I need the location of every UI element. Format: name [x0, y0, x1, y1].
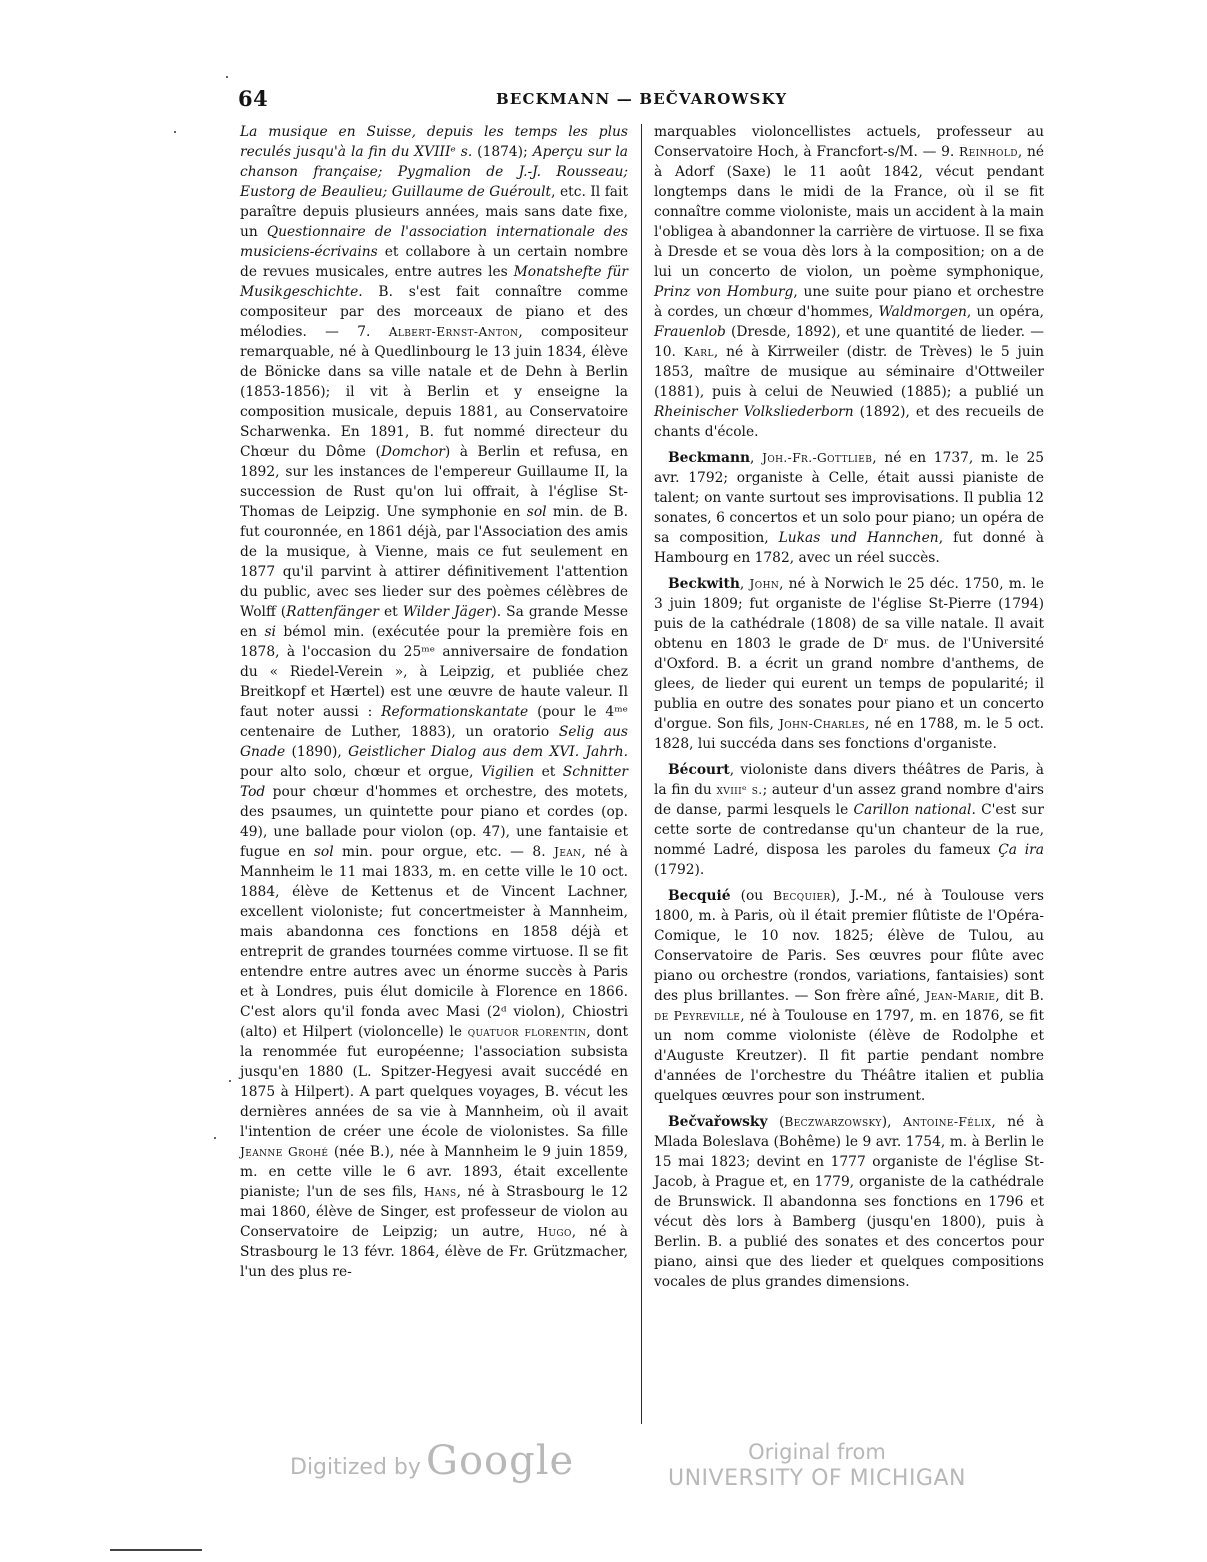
- text: et collabore à un certain nombre de revues musicales, entre autres les: [240, 244, 628, 280]
- original-from-label: Original from: [748, 1440, 886, 1464]
- title-italic: Domchor: [380, 444, 445, 460]
- ensemble-name: quatuor florentin: [467, 1025, 587, 1039]
- text: , dont la renommée fut européenne; l'association subsista jusqu'en 1880 (L. Spitzer-Hegyesi avait succédé en 1875 à Hilpert). A part quelques voyages, B. vécut les dernières années de sa vie à Mannheim, où il avait l'intention de créer une école de violonistes. Sa fille: [240, 1024, 629, 1140]
- text: ,: [739, 576, 750, 592]
- title-italic: Monatshefte für Musikgeschichte: [240, 264, 629, 300]
- text: , né à Strasbourg le 13 févr. 1864, élève de Fr. Grützmacher, l'un des plus re-: [240, 1224, 628, 1280]
- page-number: 64: [238, 86, 269, 111]
- key-italic: sol: [526, 504, 547, 520]
- text: (1792).: [654, 862, 705, 878]
- person-name: de Peyreville: [654, 1009, 741, 1023]
- title-italic: Carillon national: [853, 802, 972, 818]
- person-name: Jean-Marie: [925, 989, 996, 1003]
- title-italic: Rattenfänger: [286, 604, 380, 620]
- entry-headword: Bečvařowsky: [668, 1114, 768, 1130]
- key-italic: si: [264, 624, 276, 640]
- person-name: Reinhold: [959, 145, 1018, 159]
- title-italic: Aperçu sur la chanson française; Pygmalion de J.-J. Rousseau; Eustorg de Beaulieu; Guillaume de Guéroult: [240, 144, 628, 200]
- person-name: Joh.-Fr.-Gottlieb: [762, 451, 873, 465]
- text: (1890),: [285, 744, 349, 760]
- text: et: [534, 764, 563, 780]
- person-name: Jeanne Grohé: [240, 1145, 329, 1159]
- entry-headword: Beckmann: [668, 450, 750, 466]
- text: , né en 1788, m. le 5 oct. 1828, lui succéda dans ses fonctions d'organiste.: [654, 716, 1044, 752]
- entry-beckmann: [654, 448, 1044, 568]
- text: , né à Strasbourg le 12 mai 1860, élève de Singer, est professeur de violon au Conservatoire de Leipzig; un autre,: [240, 1184, 628, 1240]
- title-italic: Waldmorgen: [878, 304, 967, 320]
- person-name: Albert-Ernst-Anton: [388, 325, 519, 339]
- text: (née B.), née à Mannheim le 9 juin 1859, m. en cette ville le 6 avr. 1893, était excellente pianiste; l'un de ses fils,: [240, 1144, 628, 1200]
- title-italic: Reformationskantate: [381, 704, 529, 720]
- university-label: UNIVERSITY OF MICHIGAN: [668, 1466, 966, 1491]
- text: pour chœur d'hommes et orchestre, des motets, des psaumes, un quintette pour piano et cordes (op. 49), une ballade pour violon (op. 47), une fantaisie et fugue en: [240, 784, 628, 860]
- text: (1874);: [472, 144, 533, 160]
- person-name: Beczwarzowsky: [784, 1115, 882, 1129]
- text: , né à Toulouse en 1797, m. en 1876, se fit un nom comme violoniste (élève de Rodolphe et d'Auguste Kreutzer). Il fit partie pendant nombre d'années de l'orchestre du Théâtre italien et publia quelques œuvres pour son instrument.: [654, 1008, 1044, 1104]
- person-name: John-Charles: [779, 717, 866, 731]
- text: , etc. Il fait paraître depuis plusieurs années, mais sans date fixe, un: [240, 184, 628, 240]
- text: , compositeur remarquable, né à Quedlinbourg le 13 juin 1834, élève de Bönicke dans sa ville natale et de Dehn à Berlin (1853-1856); il vit à Berlin et y enseigne la composition musicale, depuis 1881, au Conservatoire Scharwenka. En 1891, B. fut nommé directeur du Chœur du Dôme (: [240, 324, 628, 460]
- digitized-by-google-watermark: [290, 1438, 574, 1484]
- entry-continuation: [240, 122, 628, 1282]
- text: . B. s'est fait connaître comme compositeur par des morceaux de piano et des mélodies. — 7.: [240, 284, 628, 340]
- text: (pour le 4ᵐᵉ centenaire de Luther, 1883), un oratorio: [240, 704, 628, 740]
- text: (ou: [730, 888, 774, 904]
- title-italic: Schnitter Tod: [240, 764, 628, 800]
- title-italic: La musique en Suisse, depuis les temps les plus reculés jusqu'à la fin du XVIIIᵉ s.: [240, 124, 628, 160]
- entry-becourt: [654, 760, 1044, 880]
- person-name: Becquier: [773, 889, 831, 903]
- entry-beckwith: [654, 574, 1044, 754]
- title-italic: Frauenlob: [654, 324, 726, 340]
- text: (1892), et des recueils de chants d'école.: [654, 404, 1044, 440]
- right-column: [654, 122, 1044, 1298]
- person-name: Karl: [683, 345, 714, 359]
- text: marquables violoncellistes actuels, professeur au Conservatoire Hoch, à Francfort-s/M. — 9.: [654, 124, 1044, 160]
- text: , né à Mlada Boleslava (Bohême) le 9 avr. 1754, m. à Berlin le 15 mai 1823; devint en 1777 organiste de l'église St-Jacob, à Prague et, en 1779, organiste de la cathédrale de Brunswick. Il abandonna ses fonctions en 1796 et vécut dès lors à Bamberg (jusqu'en 1800), puis à Berlin. B. a publié des sonates et des concertos pour piano, ainsi que des lieder et quelques compositions vocales de plus grandes dimensions.: [654, 1114, 1044, 1290]
- entry-continuation: [654, 122, 1044, 442]
- scan-speck: [214, 1137, 216, 1139]
- entry-becquie: [654, 886, 1044, 1106]
- scan-edge-line: [110, 1549, 202, 1551]
- key-italic: sol: [313, 844, 334, 860]
- text: bémol min. (exécutée pour la première fois en 1878, à l'occasion du 25ᵐᵉ anniversaire de fondation du « Riedel-Verein », à Leipzig, et publiée chez Breitkopf et Hærtel) est une œuvre de haute valeur. Il faut noter aussi :: [240, 624, 629, 720]
- scan-speck: [174, 131, 176, 133]
- title-italic: Vigilien: [480, 764, 535, 780]
- text: . C'est sur cette sorte de contredanse qu'un chanteur de la rue, nommé Ladré, disposa les paroles du fameux: [654, 802, 1045, 858]
- text: , né à Adorf (Saxe) le 11 août 1842, vécut pendant longtemps dans le midi de la France, où il se fit connaître comme violoniste, mais un accident à la main l'obligea à abandonner la carrière de virtuose. Il se fixa à Dresde et se voua dès lors à la composition; on a de lui un concerto de violon, un poème symphonique,: [654, 144, 1044, 280]
- person-name: Hugo: [537, 1225, 572, 1239]
- google-logo-text: Google: [426, 1438, 575, 1484]
- entry-becvarowsky: [654, 1112, 1044, 1292]
- original-from-watermark: [668, 1440, 966, 1491]
- text: pour alto solo, chœur et orgue,: [240, 764, 481, 780]
- digitized-label: Digitized by: [290, 1455, 421, 1480]
- person-name: John: [749, 577, 780, 591]
- person-name: Jean: [554, 845, 582, 859]
- text: ) à Berlin et refusa, en 1892, sur les instances de l'empereur Guillaume II, la succession de Rust qu'on lui offrait, à l'église St-Thomas de Leipzig. Une symphonie en: [240, 444, 628, 520]
- title-italic: Rheinischer Volksliederborn: [654, 404, 854, 420]
- entry-headword: Beckwith: [668, 576, 740, 592]
- running-head: BECKMANN — BEČVAROWSKY: [496, 90, 788, 108]
- entry-headword: Bécourt: [668, 762, 730, 778]
- text: , fut donné à Hambourg en 1782, avec un réel succès.: [654, 530, 1044, 566]
- text: , un opéra,: [966, 304, 1044, 320]
- text: , dit B.: [995, 988, 1044, 1004]
- left-column: [240, 122, 628, 1288]
- text: ), J.-M., né à Toulouse vers 1800, m. à Paris, où il était premier flûtiste de l'Opéra-Comique, le 10 nov. 1825; élève de Tulou, au Conservatoire de Paris. Ses œuvres pour flûte avec piano ou orchestre (rondos, variations, fantaisies) sont des plus brillantes. — Son frère aîné,: [654, 888, 1045, 1004]
- entry-headword: Becquié: [668, 888, 731, 904]
- person-name: Hans: [423, 1185, 457, 1199]
- title-italic: Questionnaire de l'association internationale des musiciens-écrivains: [240, 224, 628, 260]
- scan-speck: [229, 1080, 231, 1082]
- title-italic: Lukas und Hannchen: [778, 530, 939, 546]
- text: , violoniste dans divers théâtres de Paris, à la fin du: [654, 762, 1044, 798]
- text: et: [379, 604, 403, 620]
- title-italic: Wilder Jäger: [402, 604, 492, 620]
- text: ,: [750, 450, 763, 466]
- text: (Dresde, 1892), et une quantité de lieder. — 10.: [654, 324, 1044, 360]
- text: , né à Mannheim le 11 mai 1833, m. en cette ville le 10 oct. 1884, élève de Kettenus et de Vincent Lachner, excellent violoniste; fut concertmeister à Mannheim, mais abandonna ces fonctions en 1858 déjà et entreprit de grandes tournées comme virtuose. Il se fit entendre entre autres avec un énorme succès à Paris et à Londres, puis élut domicile à Florence en 1866. C'est alors qu'il fonda avec Masi (2ᵈ violon), Chiostri (alto) et Hilpert (violoncelle) le: [240, 844, 629, 1040]
- title-italic: Ça ira: [998, 842, 1044, 858]
- text: , une suite pour piano et orchestre à cordes, un chœur d'hommes,: [654, 284, 1044, 320]
- column-divider: [641, 124, 642, 1424]
- text: ; auteur d'un assez grand nombre d'airs de danse, parmi lesquels le: [654, 782, 1044, 818]
- title-italic: Selig aus Gnade: [240, 724, 628, 760]
- text: , né en 1737, m. le 25 avr. 1792; organiste à Celle, était aussi pianiste de talent; on vante surtout ses improvisations. Il publia 12 sonates, 6 concertos et un solo pour piano; un opéra de sa composition,: [654, 450, 1044, 546]
- text: min. pour orgue, etc. — 8.: [333, 844, 555, 860]
- title-italic: Prinz von Homburg: [654, 284, 794, 300]
- scan-speck: [226, 76, 228, 78]
- text: , né à Kirrweiler (distr. de Trèves) le 5 juin 1853, maître de musique au séminaire d'Ottweiler (1881), puis à celui de Neuwied (1885); a publié un: [654, 344, 1045, 400]
- text: ). Sa grande Messe en: [240, 604, 628, 640]
- text: ),: [881, 1114, 904, 1130]
- text: min. de B. fut couronnée, en 1861 déjà, par l'Association des amis de la musique, à Vienne, mais ce fut seulement en 1877 qu'il parvint à attirer définitivement l'attention du public, avec ses lieder sur des poèmes célèbres de Wolff (: [240, 504, 628, 620]
- text: , né à Norwich le 25 déc. 1750, m. le 3 juin 1809; fut organiste de l'église St-Pierre (1794) puis de la cathédrale (1808) de sa ville natale. Il avait obtenu en 1803 le grade de Dʳ mus. de l'Université d'Oxford. B. a écrit un grand nombre d'anthems, de glees, de lieder qui eurent un temps de popularité; il publia en outre des sonates pour piano et un concerto d'orgue. Son fils,: [654, 576, 1044, 732]
- text: (: [767, 1114, 785, 1130]
- person-name: Antoine-Félix: [903, 1115, 992, 1129]
- title-italic: Geistlicher Dialog aus dem XVI. Jahrh.: [348, 744, 628, 760]
- century: xviiiᵉ s.: [716, 783, 763, 797]
